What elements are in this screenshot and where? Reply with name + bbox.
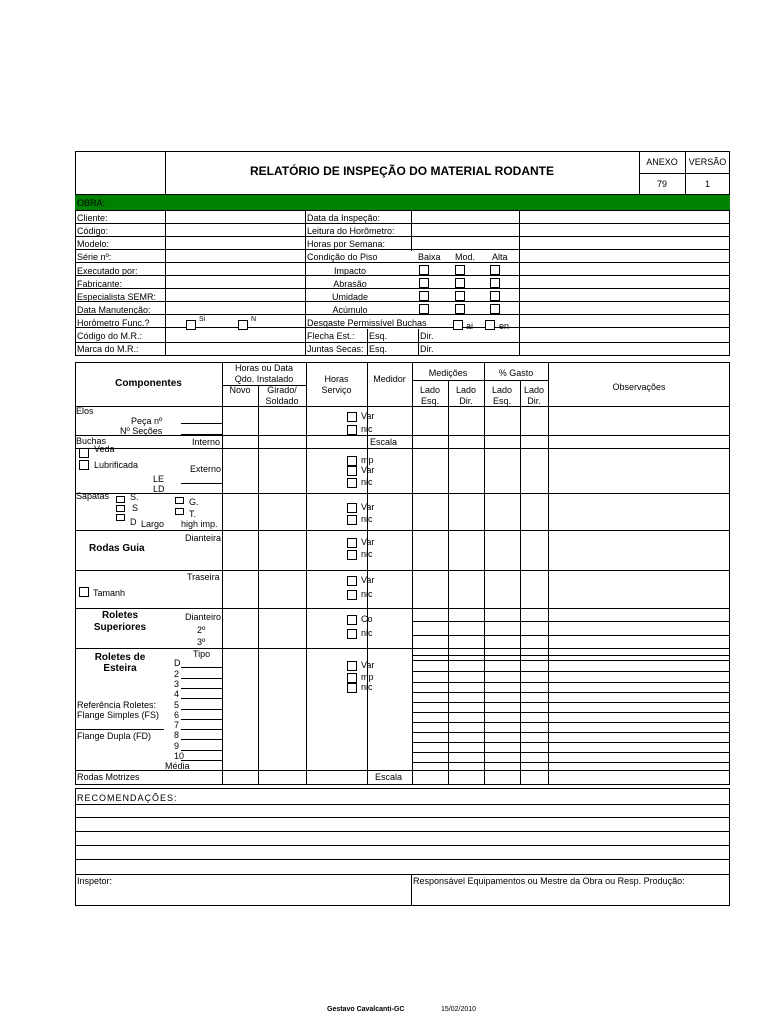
col-lado-4: Lado [523,385,545,395]
baixa-label: Baixa [418,252,441,262]
medidor-checkbox[interactable] [347,576,357,586]
field-fabricante: Fabricante: [77,279,123,289]
roller-underline [181,678,222,679]
sapata-g-checkbox[interactable] [175,497,184,504]
medidor-option: nic [361,514,373,524]
terceiro-label: 3º [197,637,206,647]
field-codigo: Código: [77,226,109,236]
underline [181,423,222,424]
section-line [75,435,730,436]
rec-line [75,859,730,860]
row-line [412,702,730,703]
juntas-dir: Dir. [420,344,434,354]
piso-checkbox[interactable] [419,304,429,314]
medidor-checkbox[interactable] [347,503,357,513]
field-leitura: Leitura do Horômetro: [307,226,395,236]
col-horas-data: Horas ou Data [234,363,294,373]
flange-simples-label: Flange Simples (FS) [77,710,160,720]
desgaste-label: Desgaste Permissível Buchas [307,318,427,328]
col-gasto: % Gasto [498,368,534,378]
row-line [412,742,730,743]
sapata-s2-checkbox[interactable] [116,505,125,512]
horometro-nao-label: N [251,316,257,323]
secoes-label: Nº Seções [120,426,163,436]
responsavel-label: Responsável Equipamentos ou Mestre da Obra ou Resp. Produção: [413,876,685,886]
medidor-checkbox[interactable] [347,673,357,683]
desgaste-opt1-checkbox[interactable] [453,320,463,330]
piso-checkbox[interactable] [419,291,429,301]
rec-line [75,831,730,832]
mod-label: Mod. [455,252,476,262]
peca-label: Peça nº [131,416,163,426]
medidor-option: Var [361,575,375,585]
dianteiro-label: Dianteiro [185,612,222,622]
tamanho-label: Tamanh [93,588,126,598]
col-observacoes: Observações [612,382,666,392]
sapata-s1-label: S. [130,492,139,502]
medidor-option: Var [361,411,375,421]
section-line [75,530,730,531]
piso-checkbox[interactable] [455,265,465,275]
escala-label-1: Escala [370,437,398,447]
lubrificada-label: Lubrificada [94,460,139,470]
desgaste-opt1-label: ai [466,321,474,331]
acumulo-label: Acúmulo [332,305,368,315]
rodas-motrizes-label: Rodas Motrizes [77,772,140,782]
sapata-g-label: G. [189,497,199,507]
medidor-checkbox[interactable] [347,466,357,476]
escala-label-2: Escala [375,772,403,782]
piso-checkbox[interactable] [490,278,500,288]
roller-underline [181,750,222,751]
page-title: RELATÓRIO DE INSPEÇÃO DO MATERIAL RODANTE [249,164,554,178]
flecha-label: Flecha Est.: [307,331,355,341]
tipo-label: Tipo [193,649,211,659]
row-line [412,635,730,636]
section-line [75,648,730,649]
medidor-checkbox[interactable] [347,629,357,639]
interno-label: Interno [192,437,221,447]
row-line [412,712,730,713]
piso-checkbox[interactable] [490,291,500,301]
medidor-option: nic [361,477,373,487]
horometro-sim-checkbox[interactable] [186,320,196,330]
row-line [75,223,730,224]
abrasao-label: Abrasão [333,279,367,289]
field-data-manutencao: Data Manutenção: [77,305,151,315]
medidor-option: mp [361,455,374,465]
roller-number: 5 [174,700,180,710]
roller-number: 10 [174,751,185,761]
piso-checkbox[interactable] [455,291,465,301]
col-horas: Horas [324,374,349,384]
sapata-t-checkbox[interactable] [175,508,184,515]
sapata-d-checkbox[interactable] [116,514,125,521]
col-medidor: Medidor [373,374,406,384]
sapatas-label: Sapatas [76,491,110,501]
medidor-checkbox[interactable] [347,661,357,671]
obra-bar [75,195,730,210]
rec-line [75,845,730,846]
roller-number: 4 [174,689,180,699]
field-especialista: Especialista SEMR: [77,292,157,302]
col-lado-3: Lado [491,385,513,395]
section-line [75,608,730,609]
ld-label: LD [153,484,165,494]
anexo-value: 79 [656,179,667,189]
col-line [222,362,223,785]
roller-number: 2 [174,669,180,679]
footer-date: 15/02/2010 [441,1006,477,1013]
piso-checkbox[interactable] [455,278,465,288]
row-line [412,762,730,763]
row-line [412,660,730,661]
col-servico: Serviço [321,385,352,395]
col-lado-1: Lado [419,385,441,395]
lubrificada-checkbox[interactable] [79,460,89,470]
roller-underline [181,729,222,730]
col-line [258,385,259,785]
alta-label: Alta [492,252,508,262]
referencia-label: Referência Roletes: [77,700,157,710]
impacto-label: Impacto [333,266,366,276]
col-qdo-instalado: Qdo. Instalado [234,374,294,384]
field-horas-semana: Horas por Semana: [307,239,386,249]
roletes-sup-label-1: Roletes [101,610,139,621]
medidor-option: mp [361,672,374,682]
externo-label: Externo [190,464,222,474]
roletes-est-label-2: Esteira [103,663,137,674]
field-data-inspecao: Data da Inspeção: [307,213,381,223]
obra-label: OBRA: [77,198,106,208]
roller-number: 6 [174,710,180,720]
col-componentes: Componentes [115,378,182,389]
medidor-checkbox[interactable] [347,550,357,560]
buchas-label: Buchas [76,436,107,446]
versao-label: VERSÃO [688,157,727,167]
rec-line [75,804,730,805]
roller-underline [181,739,222,740]
row-line [412,682,730,683]
medidor-checkbox[interactable] [347,425,357,435]
col-line [520,380,521,785]
medidor-checkbox[interactable] [347,515,357,525]
row-line [412,732,730,733]
section-line [75,570,730,571]
roller-number: 9 [174,741,180,751]
rodas-guia-label: Rodas Guia [89,543,145,554]
roller-number: D [174,658,181,668]
inspetor-label: Inspetor: [77,876,113,886]
roletes-sup-label-2: Superiores [93,622,147,633]
piso-checkbox[interactable] [490,265,500,275]
medidor-option: Var [361,502,375,512]
medidor-checkbox[interactable] [347,456,357,466]
underline [181,434,222,435]
rec-line [75,874,730,875]
largo-label: Largo [141,519,165,529]
row-line [75,301,730,302]
medidor-checkbox[interactable] [347,478,357,488]
sapata-t-label: T. [189,509,197,519]
medidor-option: nic [361,424,373,434]
horometro-sim-label: Si [199,316,206,323]
medidor-option: nic [361,589,373,599]
field-marca-mr: Marca do M.R.: [77,344,139,354]
row-line [75,275,730,276]
col-dir-2: Dir. [527,396,541,406]
divider [519,210,520,356]
condicao-piso-label: Condição do Piso [307,252,378,262]
dianteira-label: Dianteira [185,533,222,543]
col-line [306,362,307,785]
col-soldado: Soldado [265,396,299,406]
row-line [412,621,730,622]
recomendacoes-label: RECOMENDAÇÕES: [77,793,178,803]
col-girado: Girado/ [267,385,297,395]
col-medicoes: Medições [428,368,468,378]
row-line [412,671,730,672]
media-label: Média [165,761,190,771]
umidade-label: Umidade [331,292,369,302]
roller-underline [181,688,222,689]
piso-checkbox[interactable] [419,265,429,275]
anexo-label: ANEXO [646,157,678,167]
roller-underline [181,667,222,668]
row-line [75,262,730,263]
sapata-s2-label: S [132,503,139,513]
traseira-label: Traseira [187,572,220,582]
roller-number: 7 [174,720,180,730]
piso-checkbox[interactable] [455,304,465,314]
header-line [412,380,548,381]
row-line [412,655,730,656]
underline [181,483,222,484]
row-line [412,752,730,753]
row-line [75,236,730,237]
piso-checkbox[interactable] [419,278,429,288]
tamanho-checkbox[interactable] [79,587,89,597]
field-codigo-mr: Código do M.R.: [77,331,143,341]
flange-dupla-label: Flange Dupla (FD) [77,731,152,741]
medidor-checkbox[interactable] [347,538,357,548]
col-dir-1: Dir. [459,396,473,406]
le-label: LE [153,474,165,484]
desgaste-opt2-checkbox[interactable] [485,320,495,330]
medidor-option: Co [361,614,373,624]
field-cliente: Cliente: [77,213,108,223]
col-esq-1: Esq. [420,396,439,406]
medidor-option: Var [361,660,375,670]
flecha-dir: Dir. [420,331,434,341]
roller-number: 8 [174,730,180,740]
veda-checkbox[interactable] [79,448,89,458]
field-executado: Executado por: [77,266,138,276]
col-esq-2: Esq. [492,396,511,406]
medidor-checkbox[interactable] [347,615,357,625]
row-line [75,249,730,250]
medidor-option: Var [361,465,375,475]
field-serie: Série nº: [77,252,112,262]
divider [165,210,166,356]
field-horometro: Horômetro Func.? [77,318,150,328]
roller-number: 3 [174,679,180,689]
recomendacoes-box [75,788,730,906]
underline [76,729,164,730]
rec-line [75,817,730,818]
desgaste-opt2-label: en [499,321,510,331]
veda-label: Veda [94,444,115,454]
row-line [75,288,730,289]
medidor-option: nic [361,549,373,559]
section-line [75,448,730,449]
medidor-checkbox[interactable] [347,412,357,422]
flecha-esq: Esq. [369,331,388,341]
section-line [75,493,730,494]
high-imp-label: high imp. [181,519,218,529]
col-novo: Novo [229,385,251,395]
versao-value: 1 [704,179,710,189]
sapata-d-label: D [130,517,137,527]
field-modelo: Modelo: [77,239,110,249]
roller-underline [181,719,222,720]
juntas-esq: Esq. [369,344,388,354]
roller-underline [181,698,222,699]
medidor-checkbox[interactable] [347,590,357,600]
col-line [448,380,449,785]
sapata-s1-checkbox[interactable] [116,496,125,503]
divider [411,210,412,251]
segundo-label: 2º [197,625,206,635]
piso-checkbox[interactable] [490,304,500,314]
row-line [412,692,730,693]
footer-author: Gestavo Cavalcanti-GC [327,1006,405,1013]
medidor-option: Var [361,537,375,547]
roller-underline [181,709,222,710]
medidor-checkbox[interactable] [347,683,357,693]
divider [639,173,730,174]
elos-label: Elos [76,406,94,416]
row-line [75,314,730,315]
col-lado-2: Lado [455,385,477,395]
medidor-option: nic [361,628,373,638]
header-line [75,406,730,407]
horometro-nao-checkbox[interactable] [238,320,248,330]
divider [411,874,412,906]
roletes-est-label-1: Roletes de [94,652,146,663]
row-line [412,722,730,723]
juntas-label: Juntas Secas: [307,344,364,354]
medidor-option: nic [361,682,373,692]
info-box [75,210,730,356]
row-line [75,342,730,343]
